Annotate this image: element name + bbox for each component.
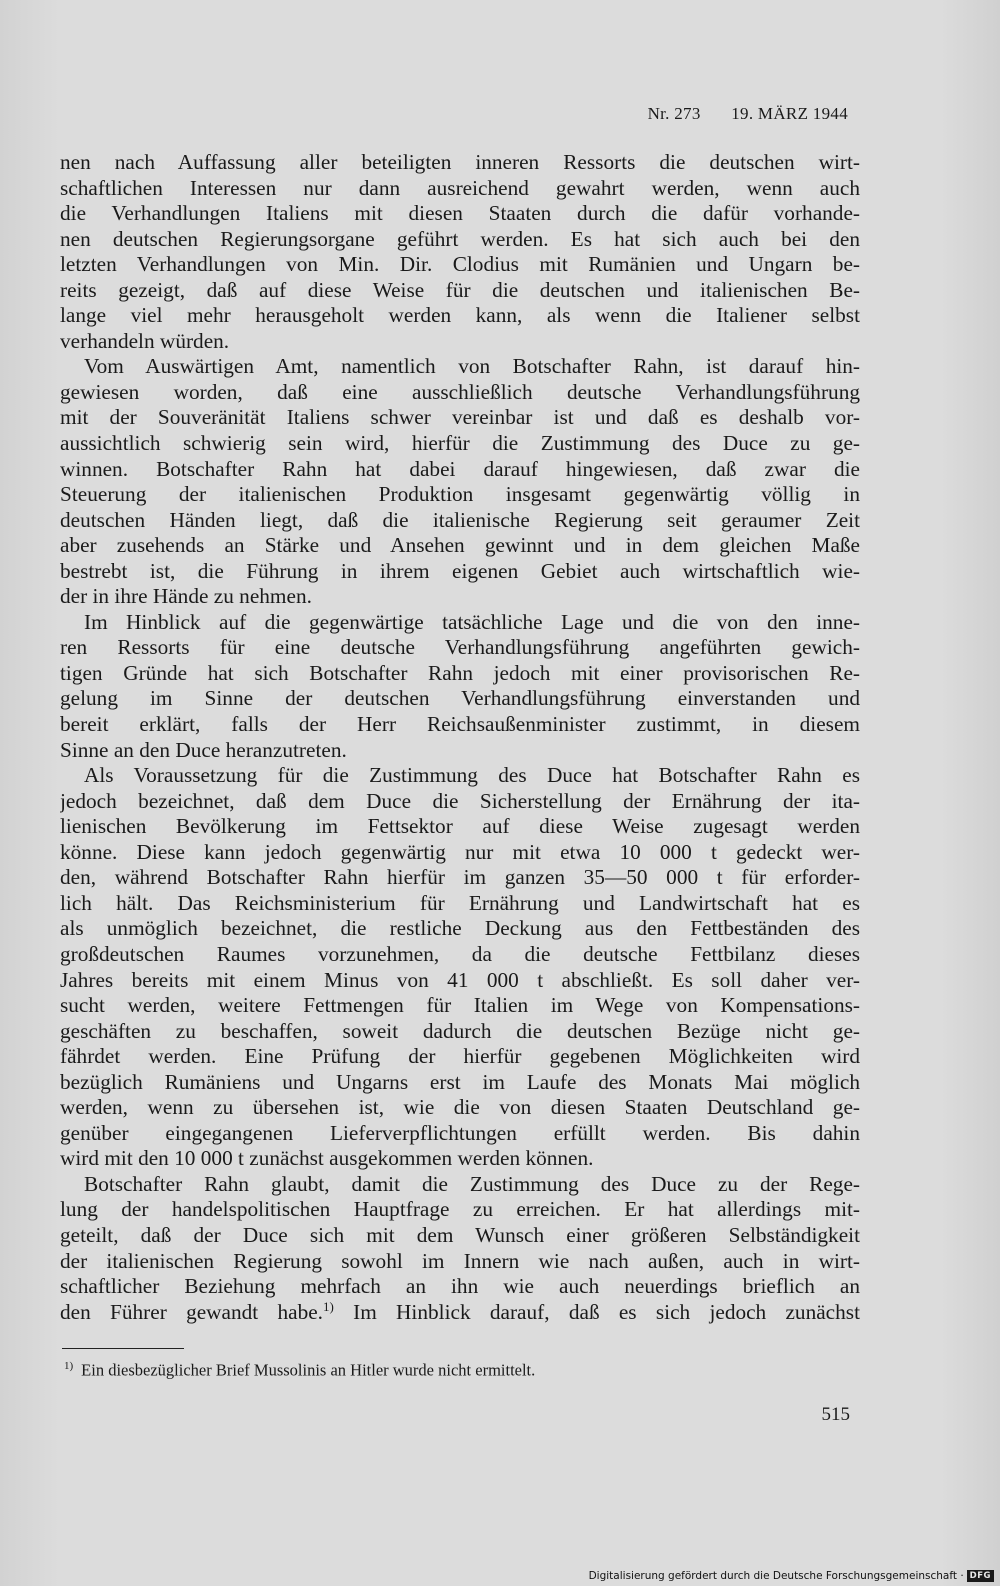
body-line: gelung im Sinne der deutschen Verhandlungsführung einverstanden und xyxy=(60,686,860,711)
document-date: 19. MÄRZ 1944 xyxy=(731,104,848,123)
body-line: lich hält. Das Reichsministerium für Ernährung und Landwirtschaft hat es xyxy=(60,890,860,915)
body-line: Botschafter Rahn glaubt, damit die Zustimmung des Duce zu der Rege- xyxy=(84,1171,860,1196)
body-text xyxy=(60,150,860,1325)
body-line: aussichtlich schwierig sein wird, hierfür die Zustimmung des Duce zu ge- xyxy=(60,431,860,456)
footnote-reference[interactable]: 1) xyxy=(323,1299,334,1314)
final-line-end: Im Hinblick darauf, daß es sich jedoch zunächst xyxy=(333,1299,860,1324)
body-line: Vom Auswärtigen Amt, namentlich von Botschafter Rahn, ist darauf hin- xyxy=(84,354,860,379)
page-number: 515 xyxy=(821,1404,850,1425)
body-line: ren Ressorts für eine deutsche Verhandlungsführung angeführten gewich- xyxy=(60,635,860,660)
body-line: Sinne an den Duce heranzutreten. xyxy=(60,737,347,762)
body-line: mit der Souveränität Italiens schwer vereinbar ist und daß es deshalb vor- xyxy=(60,405,860,430)
digitization-credit xyxy=(589,1570,994,1582)
body-line: nen deutschen Regierungsorgane geführt werden. Es hat sich auch bei den xyxy=(60,226,860,251)
body-line: wird mit den 10 000 t zunächst ausgekommen werden können. xyxy=(60,1146,594,1171)
final-line-start: den Führer gewandt habe. xyxy=(60,1299,324,1324)
body-line: bereit erklärt, falls der Herr Reichsaußenminister zustimmt, in diesem xyxy=(60,712,860,737)
body-line: lienischen Bevölkerung im Fettsektor auf diese Weise zugesagt werden xyxy=(60,814,860,839)
body-line: letzten Verhandlungen von Min. Dir. Clodius mit Rumänien und Ungarn be- xyxy=(60,252,860,277)
body-line: aber zusehends an Stärke und Ansehen gewinnt und in dem gleichen Maße xyxy=(60,533,860,558)
body-line: nen nach Auffassung aller beteiligten inneren Ressorts die deutschen wirt- xyxy=(60,150,860,174)
footnote xyxy=(64,1360,535,1381)
body-line: winnen. Botschafter Rahn hat dabei darauf hingewiesen, daß zwar die xyxy=(60,456,860,481)
body-line: verhandeln würden. xyxy=(60,328,230,353)
body-line: fährdet werden. Eine Prüfung der hierfür gegebenen Möglichkeiten wird xyxy=(60,1044,860,1069)
body-line: sucht werden, weitere Fettmengen für Italien im Wege von Kompensations- xyxy=(60,993,860,1018)
body-line: genüber eingegangenen Lieferverpflichtungen erfüllt werden. Bis dahin xyxy=(60,1120,860,1145)
body-line: schaftlicher Beziehung mehrfach an ihn wie auch neuerdings brieflich an xyxy=(60,1274,860,1299)
body-line: bestrebt ist, die Führung in ihrem eigenen Gebiet auch wirtschaftlich wie- xyxy=(60,558,860,583)
body-line: reits gezeigt, daß auf diese Weise für die deutschen und italienischen Be- xyxy=(60,277,860,302)
page-header xyxy=(648,104,848,124)
body-line: bezüglich Rumäniens und Ungarns erst im Laufe des Monats Mai möglich xyxy=(60,1069,860,1094)
body-line: geteilt, daß der Duce sich mit dem Wunsch einer größeren Selbständigkeit xyxy=(60,1222,860,1247)
footnote-divider xyxy=(62,1348,184,1349)
body-line: schaftlichen Interessen nur dann ausreichend gewahrt werden, wenn auch xyxy=(60,175,860,200)
credit-text: Digitalisierung gefördert durch die Deutsche Forschungsgemeinschaft · xyxy=(588,1570,964,1582)
footnote-marker: 1) xyxy=(64,1360,74,1372)
body-line: Jahres bereits mit einem Minus von 41 000 t abschließt. Es soll daher ver- xyxy=(60,967,860,992)
body-line: lung der handelspolitischen Hauptfrage zu erreichen. Er hat allerdings mit- xyxy=(60,1197,860,1222)
body-line: Steuerung der italienischen Produktion insgesamt gegenwärtig völlig in xyxy=(60,482,860,507)
body-line: gewiesen worden, daß eine ausschließlich deutsche Verhandlungsführung xyxy=(60,379,860,404)
body-line: der italienischen Regierung sowohl im Innern wie nach außen, auch in wirt- xyxy=(60,1248,860,1273)
body-line: geschäften zu beschaffen, soweit dadurch die deutschen Bezüge nicht ge- xyxy=(60,1018,860,1043)
dfg-logo-icon[interactable]: DFG xyxy=(967,1570,994,1582)
body-line: Als Voraussetzung für die Zustimmung des Duce hat Botschafter Rahn es xyxy=(84,763,860,788)
body-line: großdeutschen Raumes vorzunehmen, da die deutsche Fettbilanz dieses xyxy=(60,941,860,966)
body-line: der in ihre Hände zu nehmen. xyxy=(60,584,312,609)
body-line: Im Hinblick auf die gegenwärtige tatsächliche Lage und die von den inne- xyxy=(84,609,860,634)
body-line: als unmöglich bezeichnet, die restliche Deckung aus den Fettbeständen des xyxy=(60,916,860,941)
body-line: werden, wenn zu übersehen ist, wie die von diesen Staaten Deutschland ge- xyxy=(60,1095,860,1120)
body-line: tigen Gründe hat sich Botschafter Rahn jedoch mit einer provisorischen Re- xyxy=(60,660,860,685)
body-line: deutschen Händen liegt, daß die italienische Regierung seit geraumer Zeit xyxy=(60,507,860,532)
body-line: könne. Diese kann jedoch gegenwärtig nur mit etwa 10 000 t gedeckt wer- xyxy=(60,839,860,864)
body-line: jedoch bezeichnet, daß dem Duce die Sicherstellung der Ernährung der ita- xyxy=(60,788,860,813)
body-line-final xyxy=(60,1300,860,1326)
body-line: die Verhandlungen Italiens mit diesen Staaten durch die dafür vorhande- xyxy=(60,201,860,226)
body-line: lange viel mehr herausgeholt werden kann, als wenn die Italiener selbst xyxy=(60,303,860,328)
body-line: den, während Botschafter Rahn hierfür im ganzen 35—50 000 t für erforder- xyxy=(60,865,860,890)
document-number: Nr. 273 xyxy=(647,104,701,123)
footnote-text: Ein diesbezüglicher Brief Mussolinis an Hitler wurde nicht ermittelt. xyxy=(81,1360,536,1380)
